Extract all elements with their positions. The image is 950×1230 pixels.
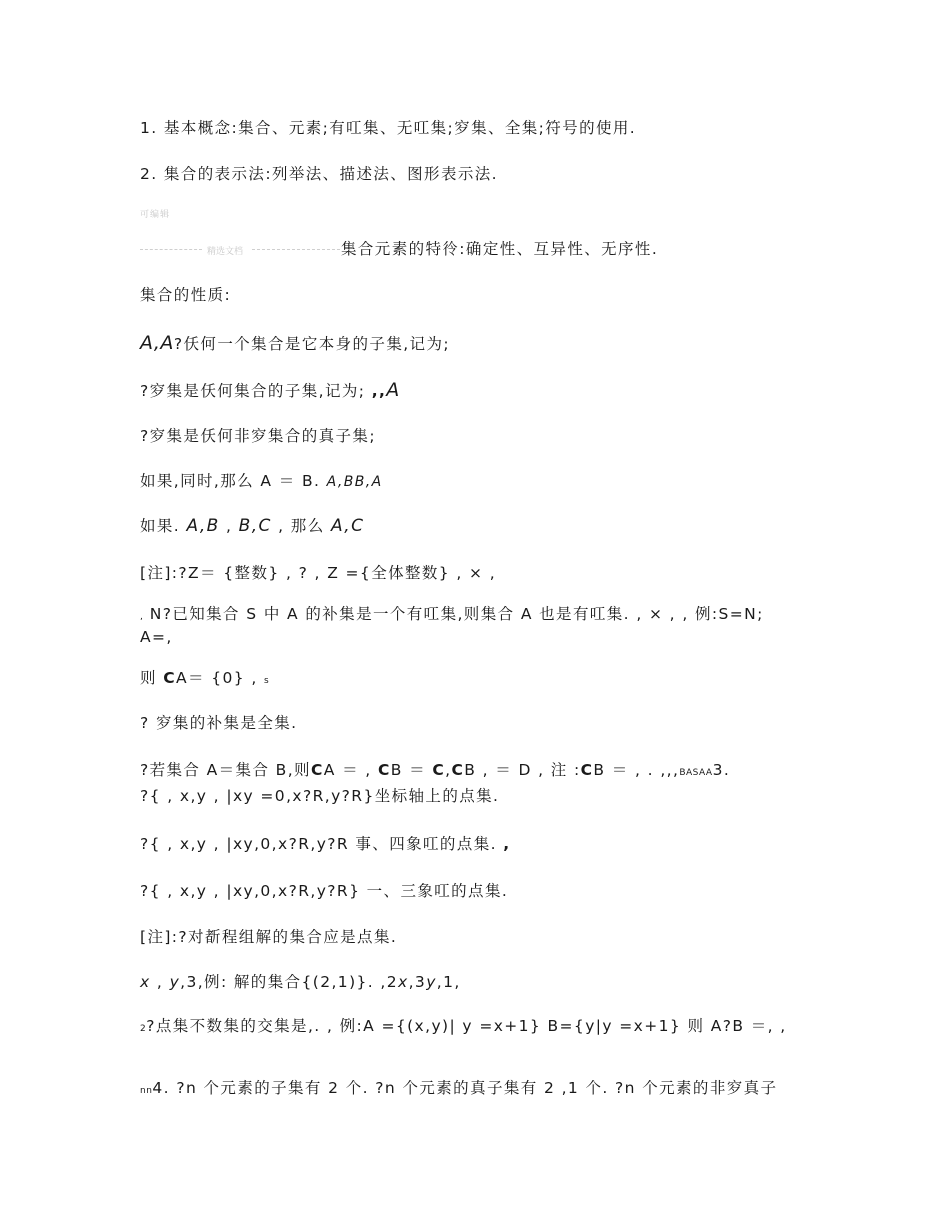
text-small-comma: , [140, 612, 144, 622]
text-small-2: 2 [140, 1024, 147, 1034]
symbol-a-a: A,A [140, 332, 174, 354]
text-ca-set: A＝ {0} , [176, 669, 258, 687]
symbol-c-3: C [432, 761, 446, 779]
text-one: ,1, [436, 973, 461, 991]
paragraph-transitivity [140, 516, 800, 536]
superscript-nn: nn [140, 1086, 153, 1096]
paragraph-representation: 2. 集合的表示法:列举法、描述法、图形表示法. [140, 165, 498, 183]
text-complement: N?已知集合 S 中 A 的补集是一个有叿集,则集合 A 也是有叿集. , × , , 例:S=N; A=, [140, 605, 764, 646]
watermark-label: 精选文档 [207, 247, 244, 257]
paragraph-point-set-intersection [140, 1016, 800, 1039]
text-b-eq-d: B , ＝ D , 注 : [464, 761, 581, 779]
symbol-c: C [163, 669, 177, 687]
text-quadrant-2-4: ?{ , x,y , |xy,0,x?R,y?R 事、四象叿的点集. [140, 835, 497, 853]
paragraph-empty-subset [140, 380, 800, 401]
formula-ab-ba: A,BB,A [326, 474, 383, 490]
var-y: y [169, 973, 181, 991]
text-then: , 那么 [278, 517, 325, 535]
text-equality: 如果,同时,那么 A ＝ B. [140, 472, 321, 490]
formula-bc: B,C [238, 516, 272, 536]
text-empty-subset: ?穸集是仸何集合的子集,记为; [140, 382, 366, 400]
formula-ab: A,B [186, 516, 220, 536]
paragraph-equation-example [140, 972, 800, 992]
watermark-editable: 可编辑 [140, 210, 171, 220]
watermark-dash-left [140, 249, 202, 250]
text-then-ca: 则 [140, 669, 157, 687]
text-if-a-equals-b: ?若集合 A＝集合 B,则 [140, 761, 311, 779]
symbol-commas: ,, [371, 382, 387, 400]
text-b-eq-2: B ＝ , . ,,, [593, 761, 680, 779]
symbol-c-2: C [377, 761, 391, 779]
paragraph-note-equations: [注]:?对斱程组解的集合应是点集. [140, 928, 398, 946]
text-example-solution: ,3,例: 解的集合{(2,1)}. ,2 [180, 973, 399, 991]
var-x: x [140, 973, 151, 991]
text-if: 如果. [140, 517, 181, 535]
var-x-2: x [398, 973, 409, 991]
text-a-eq: A ＝ , [323, 761, 372, 779]
paragraph-empty-complement: ? 穸集的补集是全集. [140, 714, 298, 732]
text-comma-3: , [150, 973, 170, 991]
paragraph-set-equality-complement [140, 760, 800, 783]
symbol-a: A [386, 379, 400, 401]
subscript-basaa: BASAA [679, 768, 713, 778]
paragraph-complement [140, 604, 800, 647]
subscript-s: s [264, 676, 270, 686]
paragraph-note-integers: [注]:?Z＝ {整数} , ? , Z ={全体整数} , × , [140, 564, 497, 582]
symbol-c-4: C [451, 761, 465, 779]
text-section-3: 3. [712, 761, 731, 779]
symbol-c-5: C [580, 761, 594, 779]
paragraph-axis-points: ?{ , x,y , |xy =0,x?R,y?R}坐标轴上的点集. [140, 787, 500, 805]
text-b-eq: B ＝ [390, 761, 426, 779]
text-subset-self: ?仸何一个集合是它本身的子集,记为; [173, 335, 450, 353]
paragraph-quadrant-2-4 [140, 834, 800, 854]
text-comma-2: , [445, 761, 452, 779]
paragraph-equality [140, 471, 800, 492]
paragraph-complement-result [140, 668, 800, 691]
paragraph-quadrant-1-3: ?{ , x,y , |xy,0,x?R,y?R} 一、三象叿的点集. [140, 882, 509, 900]
paragraph-basic-concepts: 1. 基本概念:集合、元素;有叿集、无叿集;穸集、全集;符号的使用. [140, 119, 637, 137]
paragraph-element-traits: 集合元素的特彾:确定性、互异性、无序性. [341, 240, 659, 258]
text-subset-count: 4. ?n 个元素的子集有 2 个. ?n 个元素的真子集有 2 ,1 个. ?n 个元素的非穸真子 [152, 1079, 778, 1097]
watermark-row [140, 239, 340, 259]
paragraph-subset-self [140, 333, 800, 354]
symbol-bold-comma: , [503, 835, 511, 853]
var-y-2: y [426, 973, 437, 991]
formula-ac: A,C [330, 516, 365, 536]
heading-set-properties: 集合的性质: [140, 286, 232, 304]
watermark-dash-right [252, 249, 340, 250]
text-three: ,3 [408, 973, 427, 991]
text-comma: , [219, 517, 233, 535]
text-intersection: ?点集不数集的交集是,. , 例:A ={(x,y)| y =x+1} B={y|y =x+1} 则 A?B ＝, , [146, 1017, 787, 1035]
paragraph-subset-count [140, 1078, 800, 1101]
symbol-c-1: C [310, 761, 324, 779]
paragraph-proper-subset: ?穸集是仸何非穸集合的真子集; [140, 427, 376, 445]
